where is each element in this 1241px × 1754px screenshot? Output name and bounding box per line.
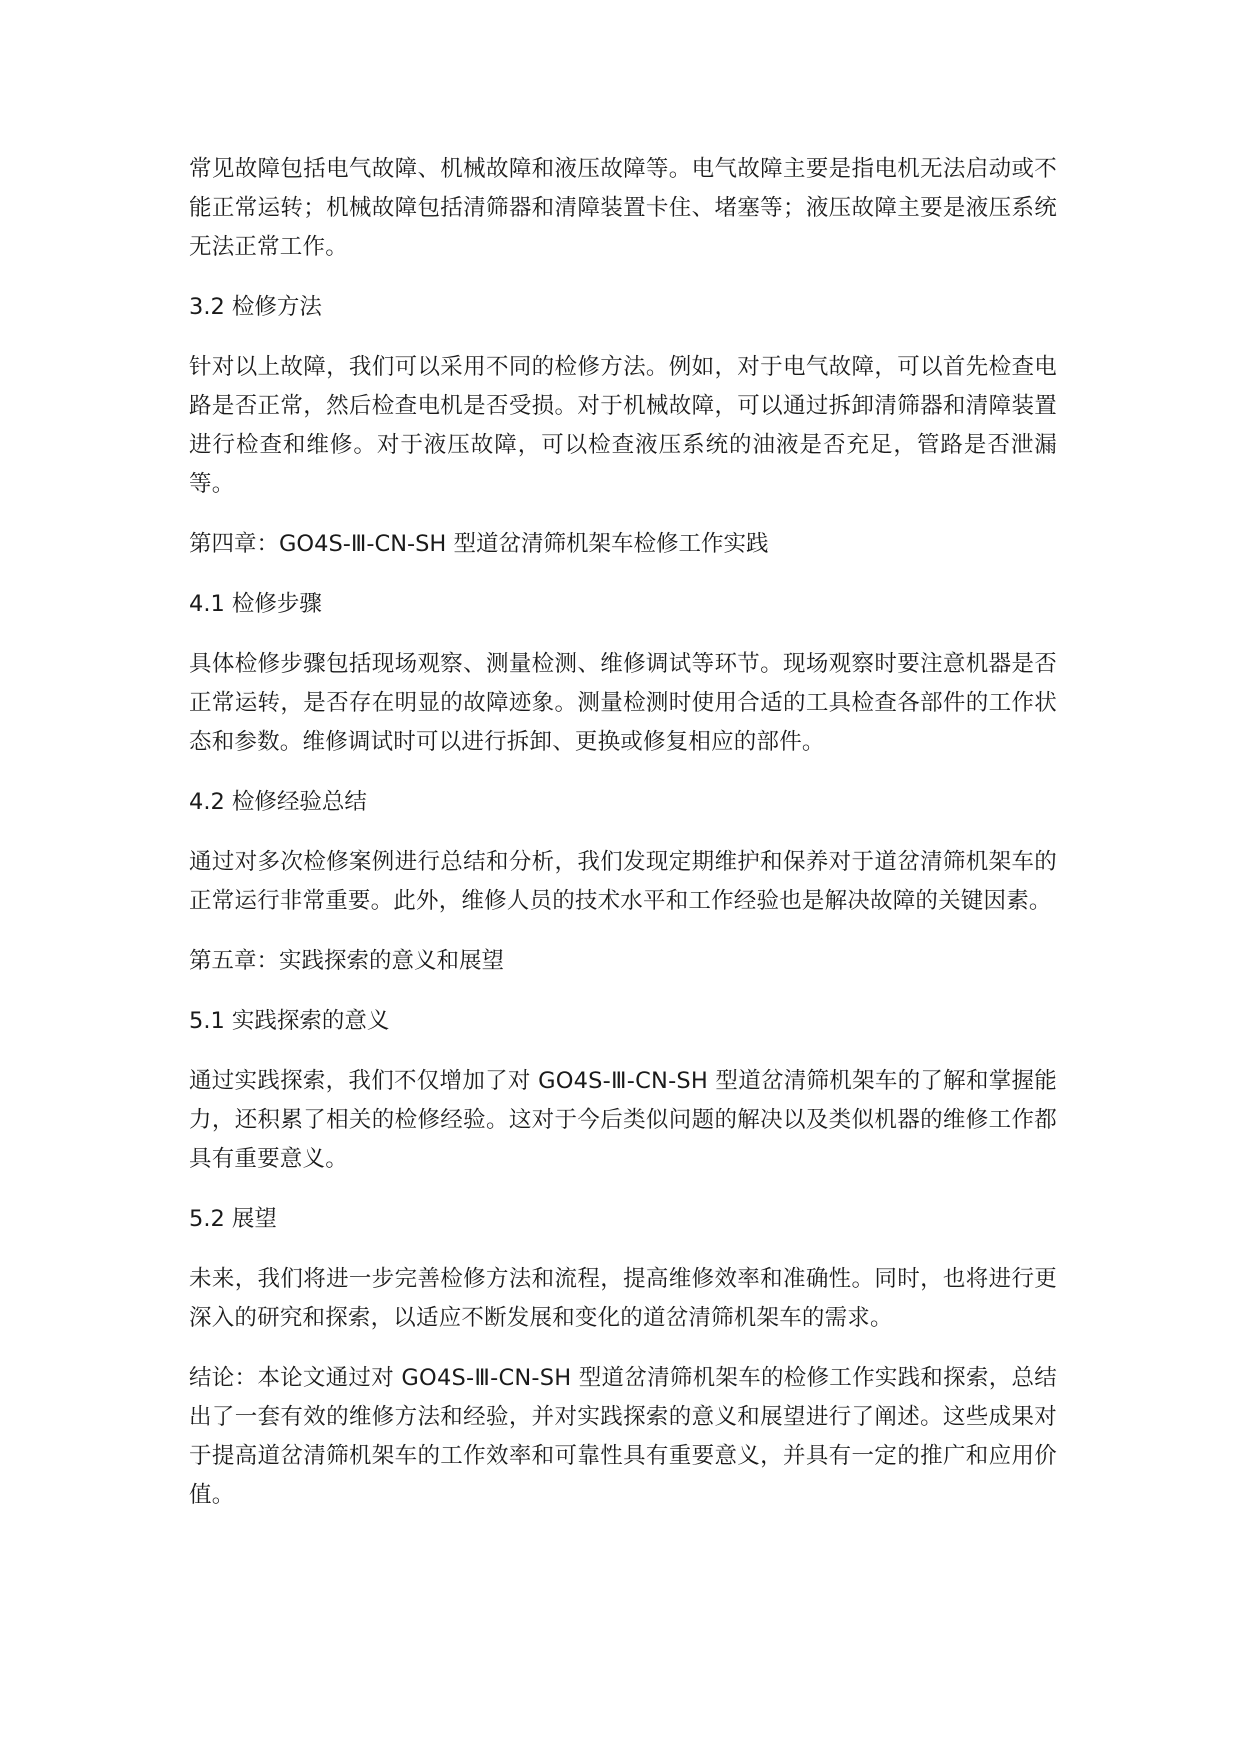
section-heading-5-1: 5.1 实践探索的意义 <box>189 1008 390 1034</box>
paragraph-experience-summary: 通过对多次检修案例进行总结和分析，我们发现定期维护和保养对于道岔清筛机架车的正常运行非常重要。此外，维修人员的技术水平和工作经验也是解决故障的关键因素。 <box>189 849 1057 914</box>
section-heading-5-2: 5.2 展望 <box>189 1206 277 1232</box>
section-heading-4-2: 4.2 检修经验总结 <box>189 789 367 815</box>
paragraph-practice-significance: 通过实践探索，我们不仅增加了对 GO4S-Ⅲ-CN-SH 型道岔清筛机架车的了解和掌握能力，还积累了相关的检修经验。这对于今后类似问题的解决以及类似机器的维修工作都具有重要意义。 <box>189 1068 1057 1172</box>
chapter-heading-4: 第四章：GO4S-Ⅲ-CN-SH 型道岔清筛机架车检修工作实践 <box>189 531 769 557</box>
chapter-heading-5: 第五章：实践探索的意义和展望 <box>189 948 505 974</box>
paragraph-outlook: 未来，我们将进一步完善检修方法和流程，提高维修效率和准确性。同时，也将进行更深入的研究和探索，以适应不断发展和变化的道岔清筛机架车的需求。 <box>189 1266 1057 1331</box>
document-body <box>189 150 1057 1515</box>
section-heading-4-1: 4.1 检修步骤 <box>189 591 322 617</box>
paragraph-repair-steps: 具体检修步骤包括现场观察、测量检测、维修调试等环节。现场观察时要注意机器是否正常运转，是否存在明显的故障迹象。测量检测时使用合适的工具检查各部件的工作状态和参数。维修调试时可以进行拆卸、更换或修复相应的部件。 <box>189 651 1057 755</box>
paragraph-conclusion: 结论：本论文通过对 GO4S-Ⅲ-CN-SH 型道岔清筛机架车的检修工作实践和探索，总结出了一套有效的维修方法和经验，并对实践探索的意义和展望进行了阐述。这些成果对于提高道岔清筛机架车的工作效率和可靠性具有重要意义，并具有一定的推广和应用价值。 <box>189 1365 1057 1508</box>
paragraph-fault-types: 常见故障包括电气故障、机械故障和液压故障等。电气故障主要是指电机无法启动或不能正常运转；机械故障包括清筛器和清障装置卡住、堵塞等；液压故障主要是液压系统无法正常工作。 <box>189 156 1057 260</box>
paragraph-repair-methods: 针对以上故障，我们可以采用不同的检修方法。例如，对于电气故障，可以首先检查电路是否正常，然后检查电机是否受损。对于机械故障，可以通过拆卸清筛器和清障装置进行检查和维修。对于液压故障，可以检查液压系统的油液是否充足，管路是否泄漏等。 <box>189 354 1057 497</box>
section-heading-3-2: 3.2 检修方法 <box>189 294 322 320</box>
